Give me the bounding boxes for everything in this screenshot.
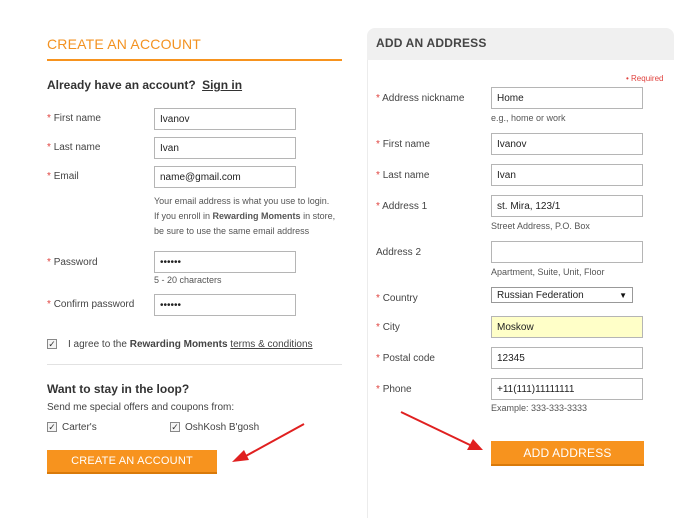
add-address-button[interactable]: ADD ADDRESS — [491, 441, 644, 466]
address1-hint: Street Address, P.O. Box — [491, 221, 590, 231]
nickname-input[interactable]: Home — [491, 87, 643, 109]
password-hint: 5 - 20 characters — [154, 275, 222, 285]
agree-prefix: I agree to the — [68, 339, 127, 350]
arrow-to-create-account — [232, 424, 304, 462]
nickname-hint: e.g., home or work — [491, 113, 566, 123]
nickname-label-text: Address nickname — [382, 93, 465, 104]
postal-code-label-text: Postal code — [382, 353, 435, 364]
required-mark: * — [47, 113, 51, 124]
required-mark: * — [376, 384, 380, 395]
country-label-text: Country — [382, 293, 418, 304]
country-selected-value: Russian Federation — [497, 289, 584, 301]
create-account-button[interactable]: CREATE AN ACCOUNT — [47, 450, 217, 474]
last-name-label-text: Last name — [53, 142, 101, 153]
address-last-name-input[interactable]: Ivan — [491, 164, 643, 186]
confirm-password-input[interactable]: •••••• — [154, 294, 296, 316]
required-mark: * — [47, 299, 51, 310]
last-name-input[interactable]: Ivan — [154, 137, 296, 159]
sign-in-link[interactable]: Sign in — [202, 78, 243, 92]
required-mark: * — [47, 257, 51, 268]
carters-label: Carter's — [62, 422, 97, 433]
add-address-title: ADD AN ADDRESS — [376, 36, 487, 50]
required-mark: * — [376, 201, 380, 212]
confirm-password-label-text: Confirm password — [53, 299, 135, 310]
email-input[interactable]: name@gmail.com — [154, 166, 296, 188]
email-help-line-3: be sure to use the same email address — [154, 226, 310, 236]
address2-hint: Apartment, Suite, Unit, Floor — [491, 267, 605, 277]
already-prefix: Already have an account? — [47, 78, 196, 92]
terms-link[interactable]: terms & conditions — [230, 339, 313, 350]
address1-label-text: Address 1 — [382, 201, 428, 212]
first-name-label-text: First name — [53, 113, 101, 124]
phone-input[interactable]: +11(111)11111111 — [491, 378, 643, 400]
loop-subtitle: Send me special offers and coupons from: — [47, 402, 235, 413]
phone-label-text: Phone — [382, 384, 412, 395]
arrow-to-add-address — [401, 412, 483, 450]
required-note: • Required — [626, 74, 664, 83]
phone-hint: Example: 333-333-3333 — [491, 403, 588, 413]
address2-label: Address 2 — [376, 247, 422, 258]
address-last-name-label-text: Last name — [382, 170, 430, 181]
postal-code-input[interactable]: 12345 — [491, 347, 643, 369]
required-mark: * — [376, 139, 380, 150]
chevron-down-icon: ▼ — [619, 290, 627, 300]
agree-checkbox[interactable]: ✓ — [48, 338, 56, 349]
email-help-2-bold: Rewarding Moments — [212, 211, 301, 221]
agree-bold: Rewarding Moments — [129, 339, 228, 350]
email-label-text: Email — [53, 171, 79, 182]
city-input[interactable]: Moskow — [491, 316, 643, 338]
create-account-title: CREATE AN ACCOUNT — [47, 36, 202, 52]
oshkosh-checkbox[interactable]: ✓ — [171, 421, 179, 432]
address-first-name-label-text: First name — [382, 139, 430, 150]
oshkosh-label: OshKosh B'gosh — [185, 422, 260, 433]
address1-input[interactable]: st. Mira, 123/1 — [491, 195, 643, 217]
password-input[interactable]: •••••• — [154, 251, 296, 273]
required-mark: * — [376, 322, 380, 333]
required-mark: * — [47, 171, 51, 182]
email-help-2-prefix: If you enroll in — [154, 211, 211, 221]
carters-checkbox[interactable]: ✓ — [48, 421, 56, 432]
address-first-name-input[interactable]: Ivanov — [491, 133, 643, 155]
email-help-2-suffix: in store, — [303, 211, 336, 221]
required-mark: * — [376, 353, 380, 364]
required-mark: * — [376, 293, 380, 304]
required-mark: * — [376, 93, 380, 104]
first-name-input[interactable]: Ivanov — [154, 108, 296, 130]
email-help-line-1: Your email address is what you use to login. — [154, 196, 330, 206]
city-label-text: City — [382, 322, 400, 333]
required-mark: * — [47, 142, 51, 153]
required-mark: * — [376, 170, 380, 181]
password-label-text: Password — [53, 257, 98, 268]
loop-title: Want to stay in the loop? — [47, 382, 190, 396]
